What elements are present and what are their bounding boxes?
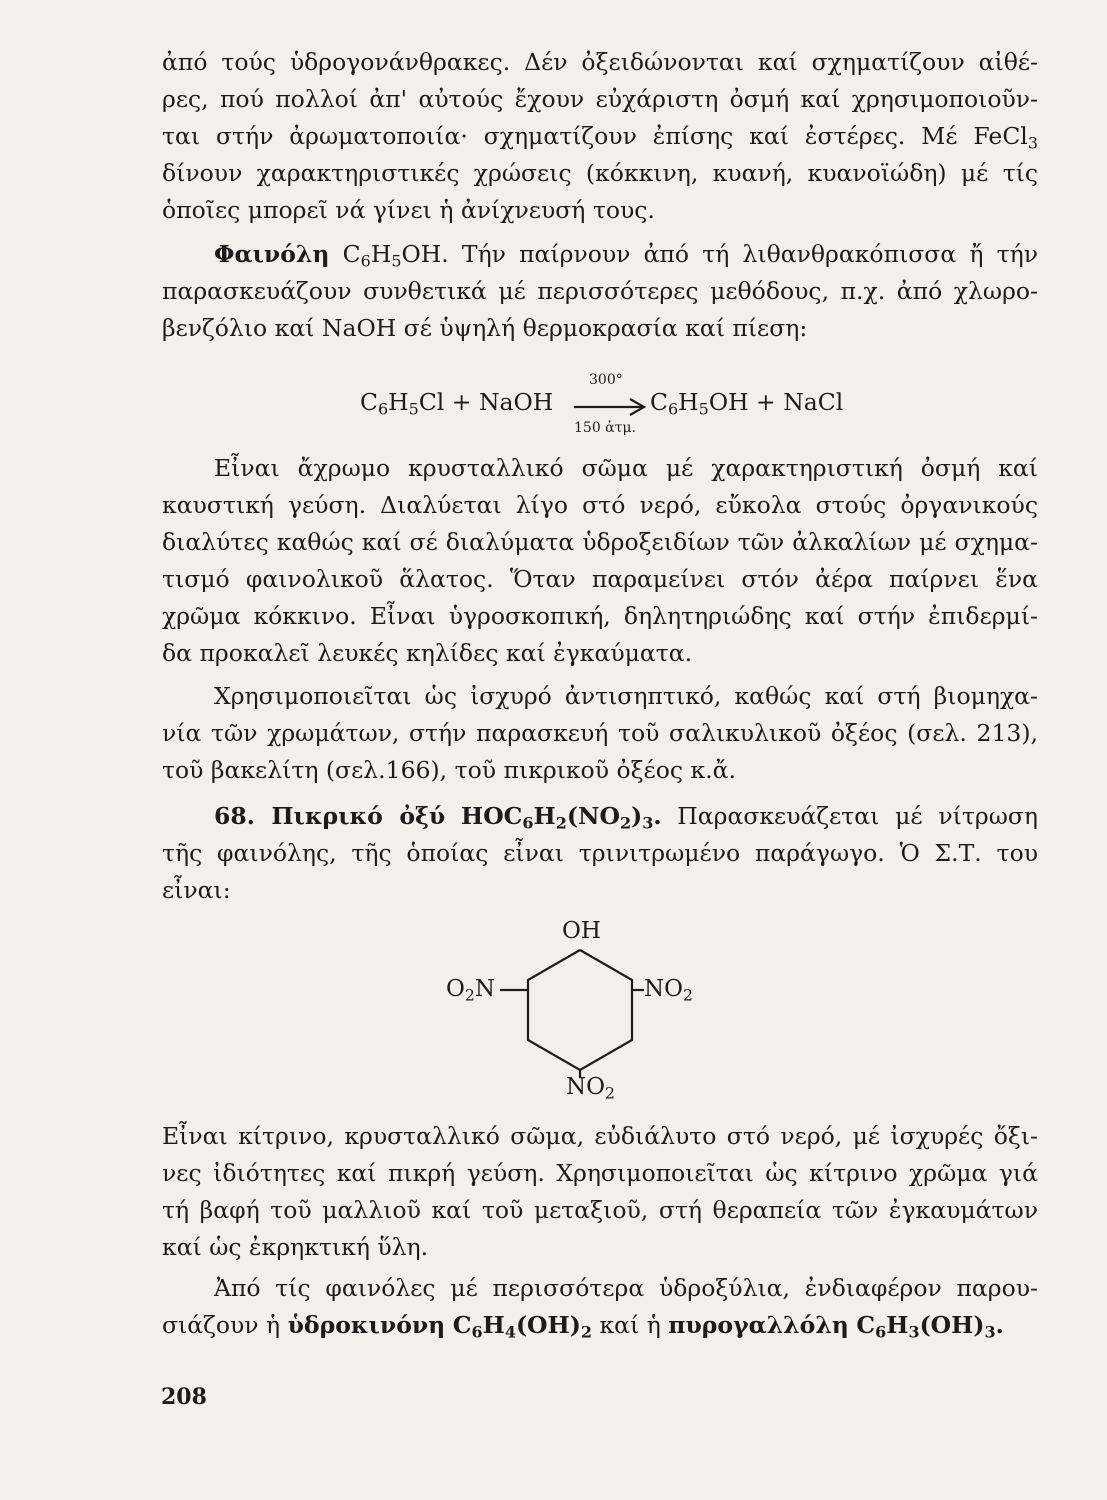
text-line: παρασκευάζουν συνθετικά μέ περισσότερες μεθόδους, π.χ. ἀπό χλωρο- [162, 277, 1038, 305]
text-line: χρῶμα κόκκινο. Εἶναι ὑγροσκοπική, δηλητηριώδης καί στήν ἐπιδερμί- [162, 602, 1038, 630]
picric-formula: $HOC_6H_2(NO_2)_3$. [461, 802, 662, 833]
text-line: καυστική γεύση. Διαλύεται λίγο στό νερό, εὔκολα στούς ὀργανικούς [162, 491, 1038, 519]
reaction-arrow-icon [572, 396, 650, 418]
reaction-pressure: 150 ἀτμ. [574, 420, 636, 436]
hydroquinone-term: ὑδροκινόνη [287, 1311, 446, 1339]
text-line: βενζόλιο καί NaOH σέ ὑψηλή θερμοκρασία καί πίεση: [162, 314, 808, 342]
text-fragment: Τήν παίρνουν ἀπό τή λιθανθρακόπισσα ἤ τήν [461, 240, 1038, 268]
text-fragment: Παρασκευάζεται μέ νίτρωση [677, 802, 1038, 830]
text-line: Εἶναι κίτρινο, κρυσταλλικό σῶμα, εὐδιάλυτο στό νερό, μέ ἰσχυρές ὄξι- [162, 1122, 1038, 1150]
hydroquinone-formula: $C_6H_4(OH)_2$ [452, 1311, 592, 1342]
text-line: δα προκαλεῖ λευκές κηλίδες καί ἐγκαύματα. [162, 639, 693, 667]
paragraph-intro [162, 44, 1038, 229]
text-line [162, 798, 1038, 835]
pyrogallol-term: πυρογαλλόλη [668, 1311, 849, 1339]
page-number: 208 [161, 1384, 207, 1410]
structure-bottom-nitro-group: $NO_2$ [566, 1074, 615, 1103]
paragraph-uses [162, 678, 1038, 789]
text-line: σιάζουν ἡ ὑδροκινόνη $C_6H_4(OH)_2$ καί ἡ πυρογαλλόλη $C_6H_3(OH)_3$. [162, 1311, 1004, 1342]
section-title-phenol: Φαινόλη [214, 240, 330, 268]
text-line: νία τῶν χρωμάτων, στήν παρασκευή τοῦ σαλικυλικοῦ ὀξέος (σελ. 213), [162, 719, 1038, 747]
text-line [162, 118, 1038, 155]
pyrogallol-formula: $C_6H_3(OH)_3$. [856, 1311, 1004, 1342]
section-title-picric: 68. Πικρικό ὀξύ [214, 802, 446, 830]
reaction-reactants: $C_6H_5Cl$ + NaOH [360, 388, 554, 419]
text-line: τοῦ βακελίτη (σελ.166), τοῦ πικρικοῦ ὀξέος κ.ἄ. [162, 756, 737, 784]
structure-right-nitro-group: $NO_2$ [644, 976, 693, 1005]
paragraph-polyphenols [162, 1270, 1038, 1344]
text-line: ἀπό τούς ὑδρογονάνθρακες. Δέν ὀξειδώνονται καί σχηματίζουν αἰθέ- [162, 48, 1038, 76]
text-line [162, 236, 1038, 273]
reaction-products: $C_6H_5OH$ + NaCl [650, 388, 844, 419]
paragraph-picric [162, 798, 1038, 909]
text-line: ὁποῖες μπορεῖ νά γίνει ἡ ἀνίχνευσή τους. [162, 196, 655, 224]
picric-acid-structure [446, 914, 710, 1104]
reaction-equation [360, 372, 880, 444]
text-line: Χρησιμοποιεῖται ὡς ἰσχυρό ἀντισηπτικό, καθώς καί στή βιομηχα- [214, 682, 1038, 710]
paragraph-phenol [162, 236, 1038, 347]
structure-left-nitro-group: $O_2N$ [446, 976, 495, 1005]
subscript: 3 [1027, 133, 1038, 153]
reaction-temperature: 300° [589, 372, 623, 388]
text-line: εἶναι: [162, 876, 231, 904]
paragraph-properties [162, 450, 1038, 672]
text-line: ρες, πού πολλοί ἀπ' αὐτούς ἔχουν εὐχάριστη ὀσμή καί χρησιμοποιοῦν- [162, 85, 1038, 113]
text-line: τή βαφή τοῦ μαλλιοῦ καί τοῦ μεταξιοῦ, στή θεραπεία τῶν ἐγκαυμάτων [162, 1196, 1038, 1224]
structure-oh-group: OH [562, 918, 601, 944]
text-line: δίνουν χαρακτηριστικές χρώσεις (κόκκινη, κυανή, κυανοϊώδη) μέ τίς [162, 159, 1038, 187]
text-line: καί ὡς ἐκρηκτική ὕλη. [162, 1233, 429, 1261]
paragraph-picric-properties [162, 1118, 1038, 1266]
text-line: τῆς φαινόλης, τῆς ὁποίας εἶναι τρινιτρωμένο παράγωγο. Ὁ Σ.Τ. του [162, 839, 1038, 867]
text-fragment: ται στήν ἀρωματοποιία· σχηματίζουν ἐπίσης καί ἐστέρες. Μέ FeCl [162, 122, 1028, 150]
text-line: διαλύτες καθώς καί σέ διαλύματα ὑδροξειδίων τῶν ἀλκαλίων μέ σχημα- [162, 528, 1038, 556]
text-line: νες ἰδιότητες καί πικρή γεύση. Χρησιμοποιεῖται ὡς κίτρινο χρῶμα γιά [162, 1159, 1038, 1187]
text-line: Εἶναι ἄχρωμο κρυσταλλικό σῶμα μέ χαρακτηριστική ὀσμή καί [214, 454, 1038, 482]
text-line: τισμό φαινολικοῦ ἅλατος. Ὅταν παραμείνει στόν ἀέρα παίρνει ἕνα [162, 565, 1038, 593]
text-line: Ἀπό τίς φαινόλες μέ περισσότερα ὑδροξύλια, ἐνδιαφέρον παρου- [214, 1274, 1038, 1302]
phenol-formula: $C_6H_5OH$. [342, 240, 449, 271]
